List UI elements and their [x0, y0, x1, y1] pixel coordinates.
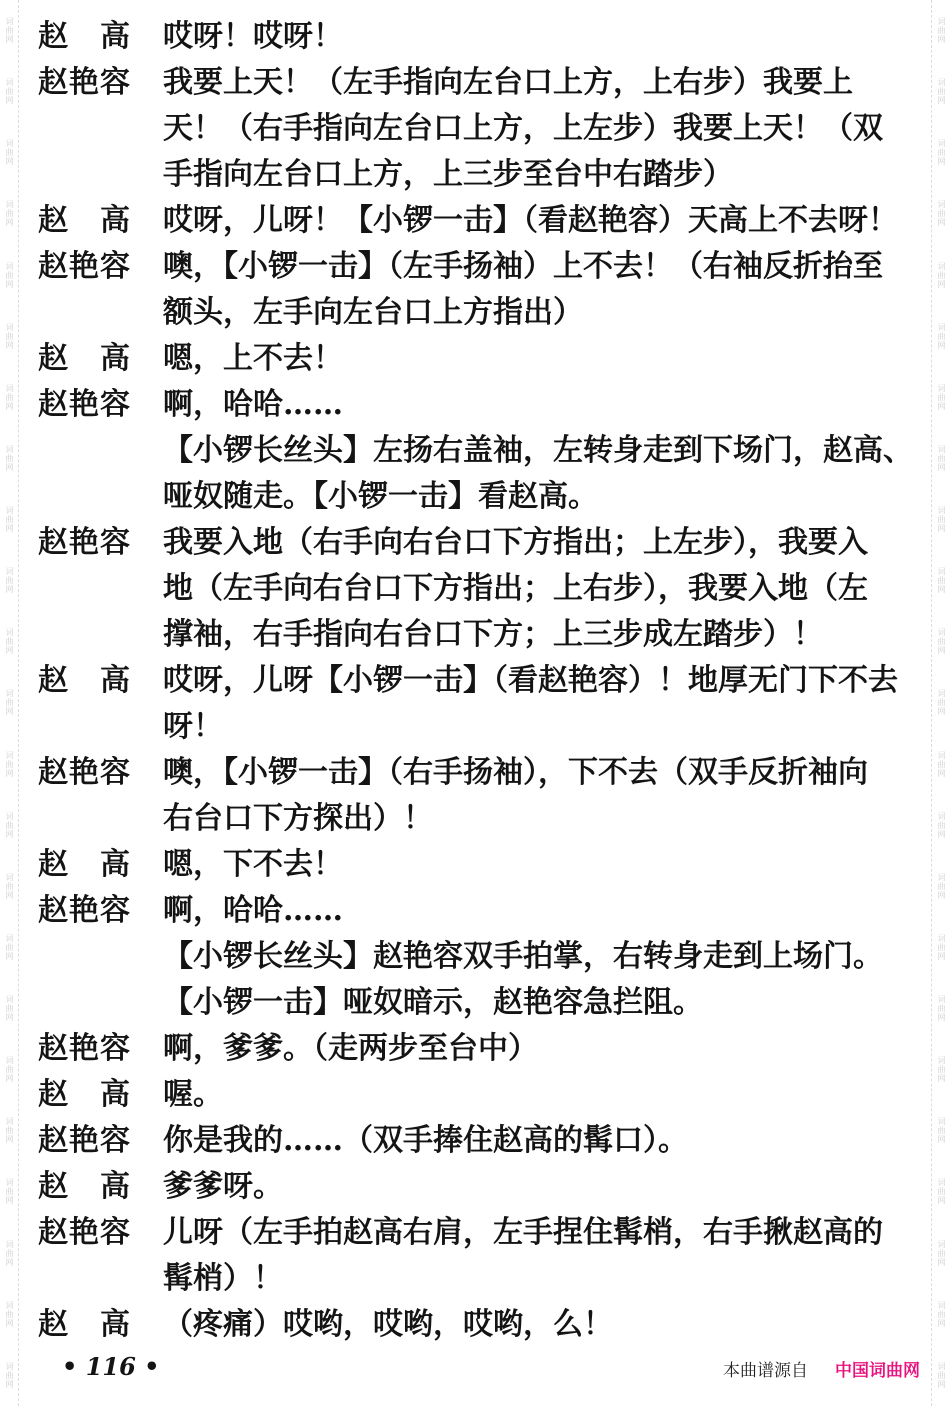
edge-watermark: 词曲网 [5, 995, 14, 1023]
dialogue-line [38, 1164, 923, 1210]
line-text: 哎呀！哎呀！ [163, 19, 343, 54]
edge-watermark: 词曲网 [937, 506, 946, 534]
edge-watermark: 词曲网 [5, 200, 14, 228]
line-text: 我要入地（右手向右台口下方指出；上左步），我要入 [163, 525, 868, 560]
edge-watermark: 词曲网 [5, 689, 14, 717]
stage-direction-line [38, 934, 923, 980]
edge-watermark: 词曲网 [937, 933, 946, 961]
dialogue-line [38, 612, 923, 658]
line-text: 哎呀，儿呀！【小锣一击】（看赵艳容）天高上不去呀！ [163, 203, 898, 238]
speaker-name: 赵 高 [38, 1307, 131, 1342]
edge-watermark: 词曲网 [5, 1178, 14, 1206]
edge-watermark: 词曲网 [937, 139, 946, 167]
speaker-name: 赵艳容 [38, 755, 131, 790]
speaker-name: 赵艳容 [38, 1031, 131, 1066]
speaker-name: 赵艳容 [38, 387, 131, 422]
line-text: 【小锣一击】哑奴暗示，赵艳容急拦阻。 [163, 985, 703, 1020]
dialogue-line [38, 520, 923, 566]
edge-watermark: 词曲网 [937, 200, 946, 228]
dialogue-line [38, 382, 923, 428]
dialogue-line [38, 796, 923, 842]
speaker-name: 赵艳容 [38, 1123, 131, 1158]
edge-watermark: 词曲网 [937, 689, 946, 717]
edge-watermark: 词曲网 [937, 750, 946, 778]
dialogue-line [38, 1302, 923, 1348]
edge-watermark: 词曲网 [5, 567, 14, 595]
edge-watermark: 词曲网 [937, 1361, 946, 1389]
edge-watermark: 词曲网 [937, 78, 946, 106]
line-text: 喔。 [163, 1077, 223, 1112]
line-text: 儿呀（左手拍赵高右肩，左手捏住髯梢，右手揪赵高的 [163, 1215, 883, 1250]
dialogue-line [38, 60, 923, 106]
dialogue-line [38, 152, 923, 198]
edge-watermark: 词曲网 [937, 444, 946, 472]
speaker-name: 赵 高 [38, 19, 131, 54]
edge-watermark: 词曲网 [5, 750, 14, 778]
line-text: 哑奴随走。【小锣一击】看赵高。 [163, 479, 598, 514]
speaker-name: 赵艳容 [38, 893, 131, 928]
dialogue-line [38, 336, 923, 382]
line-text: 右台口下方探出）！ [163, 801, 433, 836]
dialogue-line [38, 14, 923, 60]
edge-watermark: 词曲网 [937, 567, 946, 595]
dialogue-line [38, 750, 923, 796]
edge-watermark: 词曲网 [937, 628, 946, 656]
line-text: 啊，哈哈…… [163, 893, 343, 928]
line-text: 地（左手向右台口下方指出；上右步），我要入地（左 [163, 571, 868, 606]
line-text: 哎呀，儿呀【小锣一击】（看赵艳容）！地厚无门下不去呀！ [163, 663, 898, 744]
page-number: • 116 • [62, 1352, 160, 1381]
speaker-name: 赵 高 [38, 1169, 131, 1204]
edge-watermark: 词曲网 [5, 17, 14, 45]
line-text: 你是我的……（双手捧住赵高的髯口）。 [163, 1123, 688, 1158]
edge-watermark: 词曲网 [937, 383, 946, 411]
edge-watermark: 词曲网 [5, 628, 14, 656]
speaker-name: 赵 高 [38, 663, 131, 698]
dialogue-line [38, 566, 923, 612]
edge-watermark: 词曲网 [937, 1239, 946, 1267]
line-text: 撑袖，右手指向右台口下方；上三步成左踏步）！ [163, 617, 823, 652]
speaker-name: 赵艳容 [38, 65, 131, 100]
edge-watermark: 词曲网 [5, 139, 14, 167]
dialogue-line [38, 1072, 923, 1118]
edge-watermark: 词曲网 [5, 506, 14, 534]
left-watermark-strip [0, 0, 19, 1406]
line-text: 【小锣长丝头】左扬右盖袖，左转身走到下场门，赵高、 [163, 433, 913, 468]
line-text: 额头，左手向左台口上方指出） [163, 295, 583, 330]
speaker-name: 赵艳容 [38, 525, 131, 560]
edge-watermark: 词曲网 [937, 1117, 946, 1145]
dialogue-line [38, 1026, 923, 1072]
dialogue-line [38, 106, 923, 152]
edge-watermark: 词曲网 [937, 811, 946, 839]
edge-watermark: 词曲网 [5, 322, 14, 350]
line-text: 嗯，上不去！ [163, 341, 343, 376]
stage-direction-line [38, 980, 923, 1026]
edge-watermark: 词曲网 [5, 872, 14, 900]
line-text: 啊，哈哈…… [163, 387, 343, 422]
dialogue-line [38, 244, 923, 290]
dialogue-line [38, 842, 923, 888]
edge-watermark: 词曲网 [5, 1300, 14, 1328]
edge-watermark: 词曲网 [5, 261, 14, 289]
speaker-name: 赵 高 [38, 203, 131, 238]
dialogue-line [38, 1118, 923, 1164]
edge-watermark: 词曲网 [5, 383, 14, 411]
edge-watermark: 词曲网 [5, 78, 14, 106]
edge-watermark: 词曲网 [937, 322, 946, 350]
right-watermark-strip [931, 0, 950, 1406]
speaker-name: 赵 高 [38, 847, 131, 882]
script-body [38, 14, 923, 1348]
edge-watermark: 词曲网 [5, 933, 14, 961]
edge-watermark: 词曲网 [937, 17, 946, 45]
brand-link[interactable]: 中国词曲网 [835, 1361, 920, 1381]
edge-watermark: 词曲网 [937, 261, 946, 289]
edge-watermark: 词曲网 [5, 811, 14, 839]
edge-watermark: 词曲网 [937, 995, 946, 1023]
edge-watermark: 词曲网 [5, 1239, 14, 1267]
line-text: （疼痛）哎哟，哎哟，哎哟，么！ [163, 1307, 613, 1342]
dialogue-line [38, 198, 923, 244]
dialogue-line [38, 888, 923, 934]
line-text: 髯梢）！ [163, 1261, 283, 1296]
speaker-name: 赵 高 [38, 341, 131, 376]
edge-watermark: 词曲网 [937, 1178, 946, 1206]
stage-direction-line [38, 474, 923, 520]
line-text: 我要上天！（左手指向左台口上方，上右步）我要上 [163, 65, 853, 100]
line-text: 嗯，下不去！ [163, 847, 343, 882]
speaker-name: 赵艳容 [38, 1215, 131, 1250]
edge-watermark: 词曲网 [5, 1361, 14, 1389]
edge-watermark: 词曲网 [5, 1117, 14, 1145]
edge-watermark: 词曲网 [937, 1056, 946, 1084]
speaker-name: 赵 高 [38, 1077, 131, 1112]
stage-direction-line [38, 428, 923, 474]
edge-watermark: 词曲网 [5, 1056, 14, 1084]
source-label: 本曲谱源自 [723, 1361, 808, 1381]
line-text: 天！（右手指向左台口上方，上左步）我要上天！（双 [163, 111, 883, 146]
line-text: 噢，【小锣一击】（右手扬袖），下不去（双手反折袖向 [163, 755, 868, 790]
line-text: 啊，爹爹。（走两步至台中） [163, 1031, 538, 1066]
dialogue-line [38, 1210, 923, 1256]
dialogue-line [38, 290, 923, 336]
dialogue-line [38, 658, 923, 750]
line-text: 噢，【小锣一击】（左手扬袖）上不去！（右袖反折抬至 [163, 249, 883, 284]
line-text: 爹爹呀。 [163, 1169, 283, 1204]
edge-watermark: 词曲网 [937, 1300, 946, 1328]
edge-watermark: 词曲网 [937, 872, 946, 900]
speaker-name: 赵艳容 [38, 249, 131, 284]
dialogue-line [38, 1256, 923, 1302]
line-text: 手指向左台口上方，上三步至台中右踏步） [163, 157, 733, 192]
line-text: 【小锣长丝头】赵艳容双手拍掌，右转身走到上场门。 [163, 939, 883, 974]
edge-watermark: 词曲网 [5, 444, 14, 472]
